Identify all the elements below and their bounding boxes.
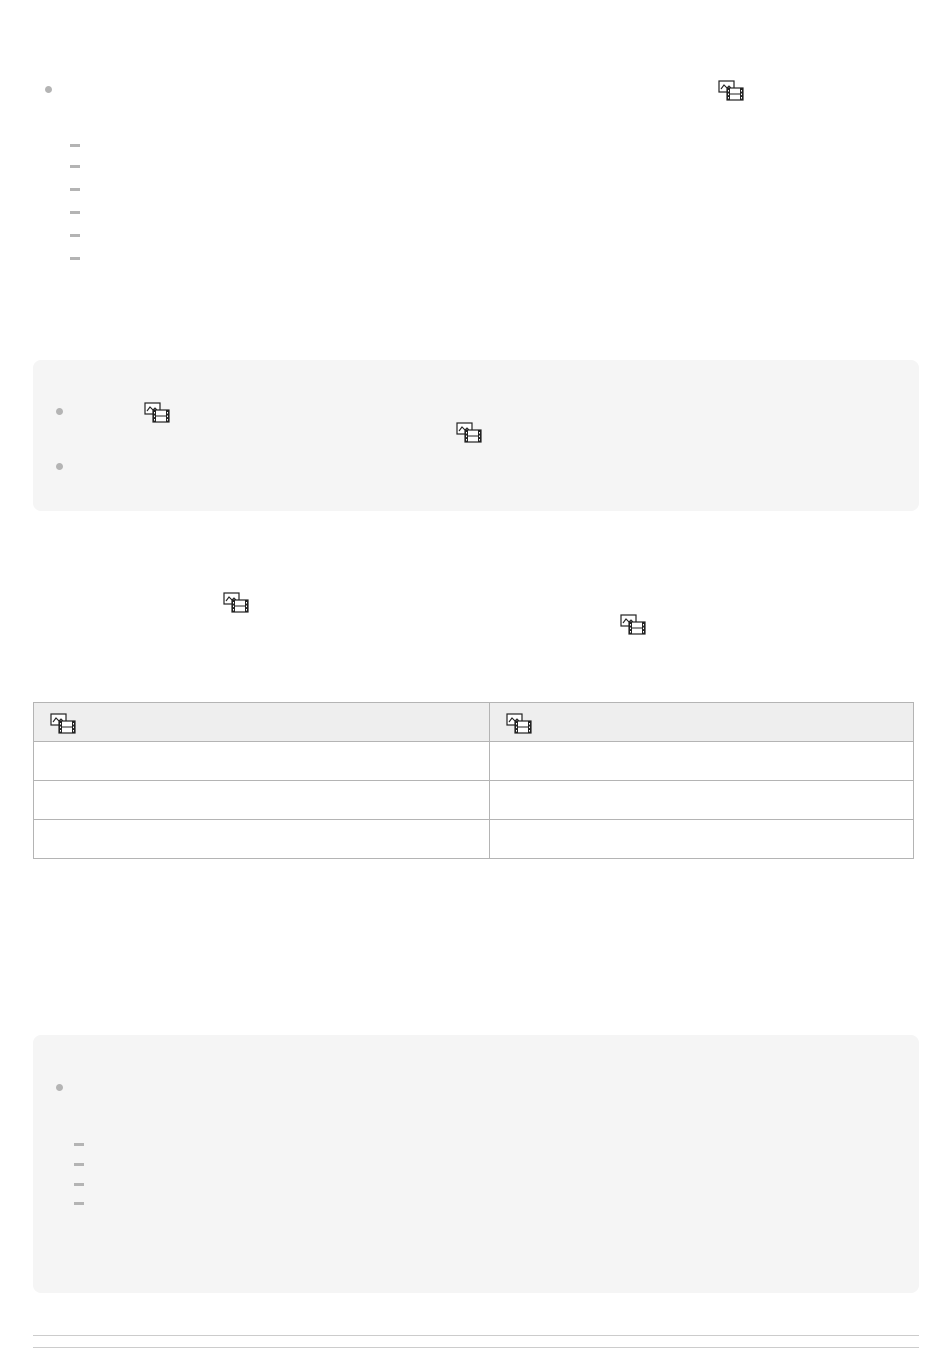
table-cell <box>34 820 490 859</box>
photo-movie-icon <box>718 80 746 102</box>
sub-list-dash <box>70 257 80 260</box>
footer-divider <box>33 1347 919 1348</box>
photo-movie-icon <box>620 614 648 636</box>
table-header-row <box>34 703 914 742</box>
note-box <box>33 360 919 511</box>
sub-list-dash <box>70 211 80 214</box>
table-cell <box>34 742 490 781</box>
note-bullet <box>56 463 63 470</box>
list-bullet <box>45 86 52 93</box>
table-row <box>34 820 914 859</box>
sub-list-dash <box>70 144 80 147</box>
table-cell <box>490 820 914 859</box>
table-row <box>34 781 914 820</box>
table-cell <box>34 781 490 820</box>
sub-list-dash <box>74 1143 84 1146</box>
table-cell <box>490 781 914 820</box>
table-header-cell <box>490 703 914 742</box>
table-header-cell <box>34 703 490 742</box>
photo-movie-icon <box>506 713 534 735</box>
sub-list-dash <box>74 1202 84 1205</box>
photo-movie-icon <box>456 422 484 444</box>
photo-movie-icon <box>50 713 78 735</box>
photo-movie-icon <box>223 592 251 614</box>
sub-list-dash <box>70 165 80 168</box>
sub-list-dash <box>70 188 80 191</box>
note-box <box>33 1035 919 1293</box>
table-cell <box>490 742 914 781</box>
spec-table <box>33 702 914 859</box>
table-row <box>34 742 914 781</box>
sub-list-dash <box>74 1163 84 1166</box>
note-bullet <box>56 408 63 415</box>
photo-movie-icon <box>144 402 172 424</box>
sub-list-dash <box>74 1183 84 1186</box>
note-bullet <box>56 1084 63 1091</box>
footer-divider <box>33 1335 919 1336</box>
sub-list-dash <box>70 234 80 237</box>
